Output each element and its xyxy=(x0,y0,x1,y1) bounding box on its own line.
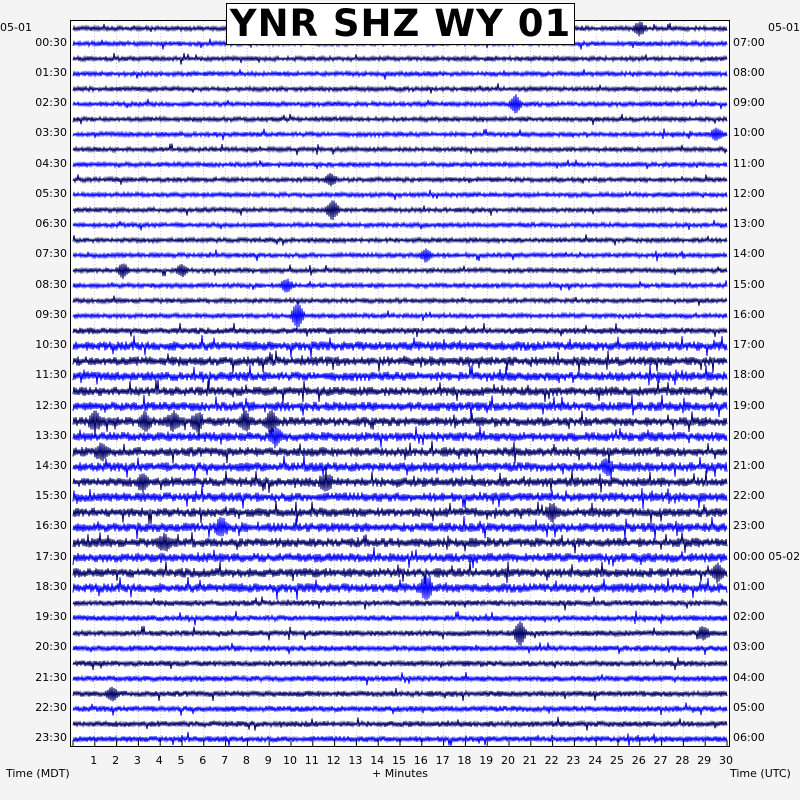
left-time-label: 18:30 xyxy=(35,579,67,593)
right-time-label: 03:00 xyxy=(733,640,765,654)
left-time-label: 12:30 xyxy=(35,398,67,412)
right-time-label: 16:00 xyxy=(733,307,765,321)
x-axis-title: + Minutes xyxy=(372,767,429,780)
right-time-label: 21:00 xyxy=(733,458,765,472)
right-time-label: 18:00 xyxy=(733,368,765,382)
x-tick-label: 8 xyxy=(242,754,250,767)
helicorder-plot xyxy=(70,20,730,747)
right-time-label: 14:00 xyxy=(733,247,765,261)
right-time-label: 00:00 05-02 xyxy=(733,549,800,563)
right-time-label: 17:00 xyxy=(733,338,765,352)
right-time-label: 11:00 xyxy=(733,156,765,170)
x-tick-label: 9 xyxy=(264,754,272,767)
left-time-label: 10:30 xyxy=(35,338,67,352)
chart-title: YNR SHZ WY 01 xyxy=(226,3,575,45)
seismogram-trace xyxy=(73,173,727,186)
right-time-label: 15:00 xyxy=(733,277,765,291)
seismogram-trace xyxy=(73,532,727,553)
right-time-label: 10:00 xyxy=(733,126,765,140)
x-tick-label: 2 xyxy=(112,754,120,767)
x-tick-label: 11 xyxy=(304,754,319,767)
left-start-date: 05-01 xyxy=(0,21,32,34)
x-tick-label: 18 xyxy=(457,754,472,767)
x-tick-label: 10 xyxy=(283,754,297,767)
right-time-label: 07:00 xyxy=(733,35,765,49)
left-time-label: 00:30 xyxy=(35,35,67,49)
seismogram-trace xyxy=(73,672,727,685)
left-time-label: 01:30 xyxy=(35,65,67,79)
x-tick-label: 20 xyxy=(501,754,515,767)
left-time-label: 14:30 xyxy=(35,458,67,472)
seismogram-trace xyxy=(73,200,727,220)
left-time-label: 17:30 xyxy=(35,549,67,563)
left-time-label: 08:30 xyxy=(35,277,67,291)
seismogram-trace xyxy=(73,574,727,599)
x-tick-label: 21 xyxy=(522,754,537,767)
left-time-label: 20:30 xyxy=(35,640,67,654)
left-time-label: 16:30 xyxy=(35,519,67,533)
x-tick-label: 22 xyxy=(544,754,559,767)
right-time-label: 12:00 xyxy=(733,186,765,200)
x-tick-label: 17 xyxy=(435,754,450,767)
x-tick-label: 26 xyxy=(631,754,646,767)
seismogram-trace xyxy=(73,703,727,716)
left-axis-title: Time (MDT) xyxy=(6,767,70,780)
left-time-label: 11:30 xyxy=(35,368,67,382)
right-time-label: 23:00 xyxy=(733,519,765,533)
right-time-label: 20:00 xyxy=(733,428,765,442)
x-tick-label: 13 xyxy=(348,754,363,767)
right-time-label: 06:00 xyxy=(733,731,765,745)
right-time-label: 04:00 xyxy=(733,670,765,684)
seismogram-trace xyxy=(73,717,727,731)
seismogram-trace xyxy=(73,94,727,113)
seismogram-traces xyxy=(71,21,729,746)
left-time-label: 15:30 xyxy=(35,489,67,503)
x-tick-label: 6 xyxy=(199,754,207,767)
right-start-date: 05-01 xyxy=(768,21,800,34)
right-time-label: 09:00 xyxy=(733,96,765,110)
left-time-label: 04:30 xyxy=(35,156,67,170)
x-tick-label: 3 xyxy=(133,754,141,767)
right-time-label: 02:00 xyxy=(733,610,765,624)
left-time-label: 03:30 xyxy=(35,126,67,140)
x-tick-label: 27 xyxy=(653,754,668,767)
seismogram-trace xyxy=(73,160,727,169)
left-time-label: 23:30 xyxy=(35,731,67,745)
seismogram-trace xyxy=(73,455,727,479)
right-time-label: 22:00 xyxy=(733,489,765,503)
x-tick-label: 30 xyxy=(719,754,733,767)
x-tick-label: 16 xyxy=(413,754,428,767)
right-time-label: 01:00 xyxy=(733,579,765,593)
x-tick-label: 19 xyxy=(479,754,494,767)
left-time-label: 22:30 xyxy=(35,700,67,714)
left-time-label: 21:30 xyxy=(35,670,67,684)
left-time-label: 09:30 xyxy=(35,307,67,321)
x-tick-label: 15 xyxy=(392,754,406,767)
right-time-label: 08:00 xyxy=(733,65,765,79)
left-time-label: 05:30 xyxy=(35,186,67,200)
right-time-label: 13:00 xyxy=(733,217,765,231)
x-tick-label: 14 xyxy=(370,754,385,767)
left-time-label: 07:30 xyxy=(35,247,67,261)
x-tick-label: 28 xyxy=(675,754,690,767)
seismogram-trace xyxy=(73,596,727,610)
x-tick-label: 23 xyxy=(566,754,581,767)
x-tick-label: 4 xyxy=(155,754,163,767)
x-tick-label: 12 xyxy=(326,754,341,767)
x-tick-label: 29 xyxy=(697,754,712,767)
right-time-label: 19:00 xyxy=(733,398,765,412)
seismogram-trace xyxy=(73,642,727,655)
right-time-label: 05:00 xyxy=(733,700,765,714)
x-tick-label: 1 xyxy=(90,754,98,767)
seismogram-trace xyxy=(73,323,727,337)
x-tick-label: 24 xyxy=(588,754,603,767)
left-time-label: 06:30 xyxy=(35,217,67,231)
left-time-label: 19:30 xyxy=(35,610,67,624)
left-time-label: 02:30 xyxy=(35,96,67,110)
left-time-label: 13:30 xyxy=(35,428,67,442)
x-tick-label: 25 xyxy=(610,754,624,767)
x-tick-label: 7 xyxy=(221,754,229,767)
x-tick-label: 5 xyxy=(177,754,185,767)
seismogram-trace xyxy=(73,279,727,293)
right-axis-title: Time (UTC) xyxy=(730,767,791,780)
